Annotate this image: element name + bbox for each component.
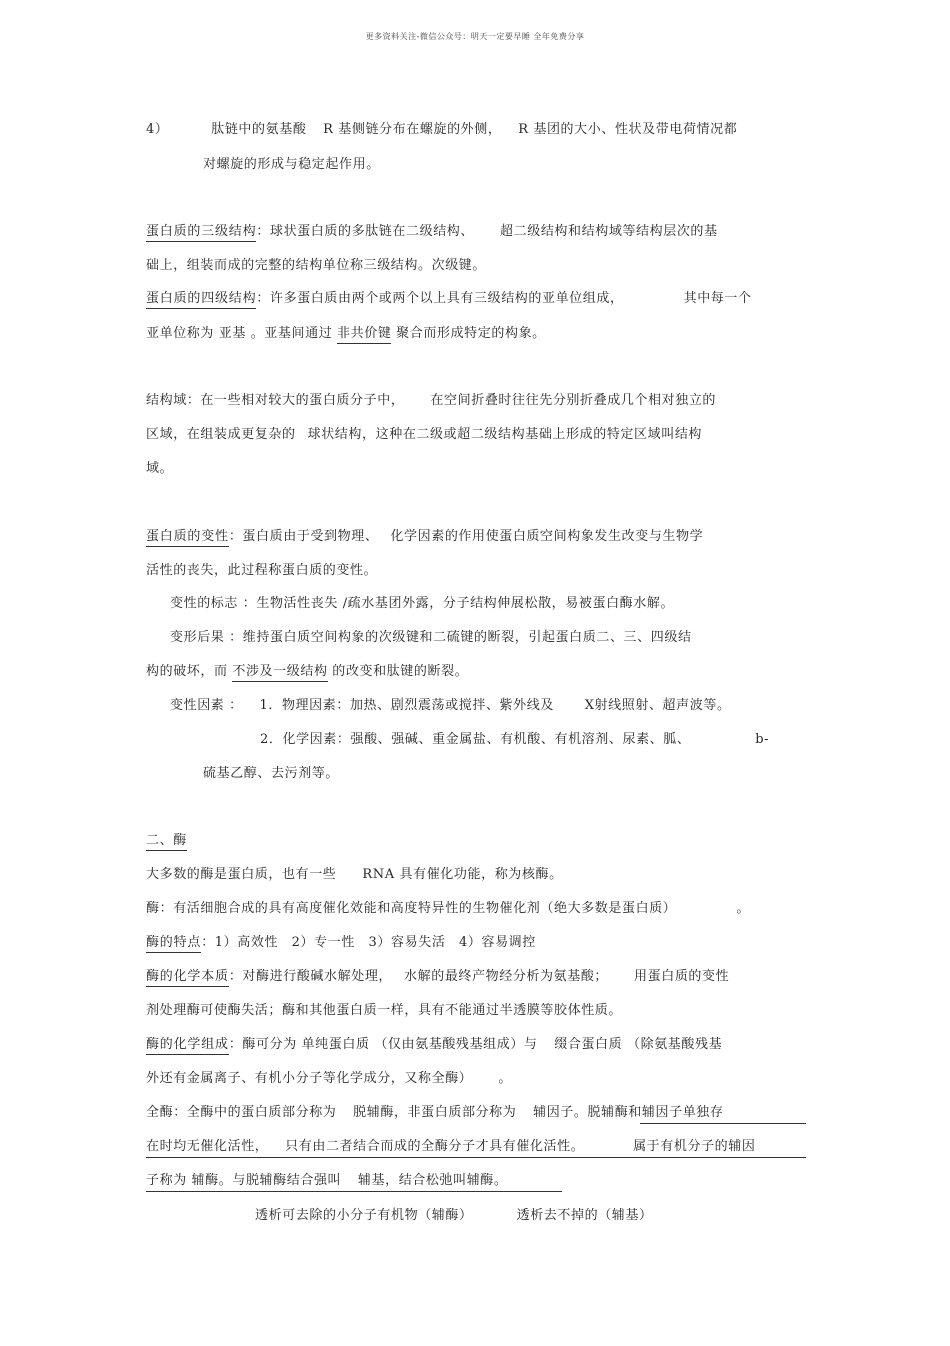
denature-factor-line2: 2．化学因素：强酸、强碱、重金属盐、有机酸、有机溶剂、尿素、胍、 b-: [260, 732, 770, 747]
holoenzyme-underline-3: [146, 1191, 562, 1192]
page-header: 更多资料关注-微信公众号：明天一定要早睡 全年免费分享: [365, 32, 585, 41]
term-not-primary-structure: 不涉及一级结构: [232, 664, 327, 682]
enzyme-p1: 大多数的酶是蛋白质，也有一些 RNA 具有催化功能，称为核酶。: [146, 867, 563, 882]
denature-line2: 活性的丧失，此过程称蛋白质的变性。: [146, 563, 378, 578]
denature-mark-line: 变性的标志 ：生物活性丧失 /疏水基团外露，分子结构伸展松散，易被蛋白酶水解。: [170, 596, 675, 611]
term-quaternary-structure: 蛋白质的四级结构: [146, 291, 256, 309]
term-enzyme-composition: 酶的化学组成: [146, 1037, 229, 1055]
enzyme-comp-line1: 酶的化学组成：酶可分为 单纯蛋白质 （仅由氨基酸残基组成）与 缀合蛋白质 （除氨基酸残基: [146, 1036, 722, 1054]
term-denaturation: 蛋白质的变性: [146, 529, 229, 547]
domain-line2: 区域，在组装成更复杂的 球状结构，这种在二级或超二级结构基础上形成的特定区域叫结构: [146, 427, 703, 442]
item-4-line1: 4） 肽链中的氨基酸 R 基侧链分布在螺旋的外侧， R 基团的大小、性状及带电荷情况都: [146, 122, 738, 137]
holoenzyme-underline-1: [640, 1123, 806, 1124]
item-4-line2: 对螺旋的形成与稳定起作用。: [203, 157, 380, 172]
denature-factor-line1: 变性因素 ： 1．物理因素：加热、剧烈震荡或搅拌、紫外线及 X射线照射、超声波等。: [170, 698, 731, 713]
enzyme-p2: 酶：有活细胞合成的具有高度催化效能和高度特异性的生物催化剂（绝大多数是蛋白质） 。: [146, 901, 751, 916]
holoenzyme-line2: 在时均无催化活性， 只有由二者结合而成的全酶分子才具有催化活性。 属于有机分子的辅因: [146, 1139, 756, 1154]
term-enzyme-features: 酶的特点: [146, 935, 201, 953]
enzyme-features: 酶的特点：1）高效性 2）专一性 3）容易失活 4）容易调控: [146, 934, 536, 952]
enzyme-chem-line2: 剂处理酶可使酶失活；酶和其他蛋白质一样，具有不能通过半透膜等胶体性质。: [146, 1003, 623, 1018]
quaternary-line2: 亚单位称为 亚基 。亚基间通过 非共价键 聚合而形成特定的构象。: [146, 325, 546, 343]
domain-line3: 域。: [146, 461, 174, 476]
domain-line1: 结构域：在一些相对较大的蛋白质分子中， 在空间折叠时往往先分别折叠成几个相对独立的: [146, 393, 717, 408]
holoenzyme-line3: 子称为 辅酶。与脱辅酶结合强叫 辅基，结合松弛叫辅酶。: [146, 1173, 508, 1188]
tertiary-line2: 础上，组装而成的完整的结构单位称三级结构。次级键。: [146, 258, 487, 273]
term-noncovalent-bond: 非共价键: [337, 326, 391, 344]
enzyme-heading: 二、酶: [146, 832, 187, 850]
denature-result-line2: 构的破坏，而 不涉及一级结构 的改变和肽键的断裂。: [146, 663, 468, 681]
term-tertiary-structure: 蛋白质的三级结构: [146, 224, 256, 242]
quaternary-line1: 蛋白质的四级结构：许多蛋白质由两个或两个以上具有三级结构的亚单位组成， 其中每一个: [146, 290, 752, 308]
enzyme-chem-line1: 酶的化学本质：对酶进行酸碱水解处理， 水解的最终产物经分析为氨基酸； 用蛋白质的变性: [146, 968, 729, 986]
dialysis-note: 透析可去除的小分子有机物（辅酶） 透析去不掉的（辅基）: [255, 1208, 653, 1223]
item-number: 4）: [146, 122, 169, 137]
denature-result-line1: 变形后果 ：维持蛋白质空间构象的次级键和二硫键的断裂，引起蛋白质二、三、四级结: [170, 630, 692, 645]
term-enzyme-chemical-nature: 酶的化学本质: [146, 969, 229, 987]
holoenzyme-underline-2: [146, 1157, 806, 1158]
denature-line1: 蛋白质的变性：蛋白质由于受到物理、 化学因素的作用使蛋白质空间构象发生改变与生物学: [146, 528, 703, 546]
denature-factor-line3: 硫基乙醇、去污剂等。: [203, 766, 340, 781]
term-domain: 结构域: [146, 393, 187, 408]
tertiary-line1: 蛋白质的三级结构：球状蛋白质的多肽链在二级结构、 超二级结构和结构域等结构层次的基: [146, 223, 718, 241]
enzyme-comp-line2: 外还有金属离子、有机小分子等化学成分，又称全酶） 。: [146, 1071, 513, 1086]
term-holoenzyme: 全酶: [146, 1105, 174, 1120]
holoenzyme-line1: 全酶：全酶中的蛋白质部分称为 脱辅酶，非蛋白质部分称为 辅因子。脱辅酶和辅因子单独存: [146, 1105, 724, 1120]
